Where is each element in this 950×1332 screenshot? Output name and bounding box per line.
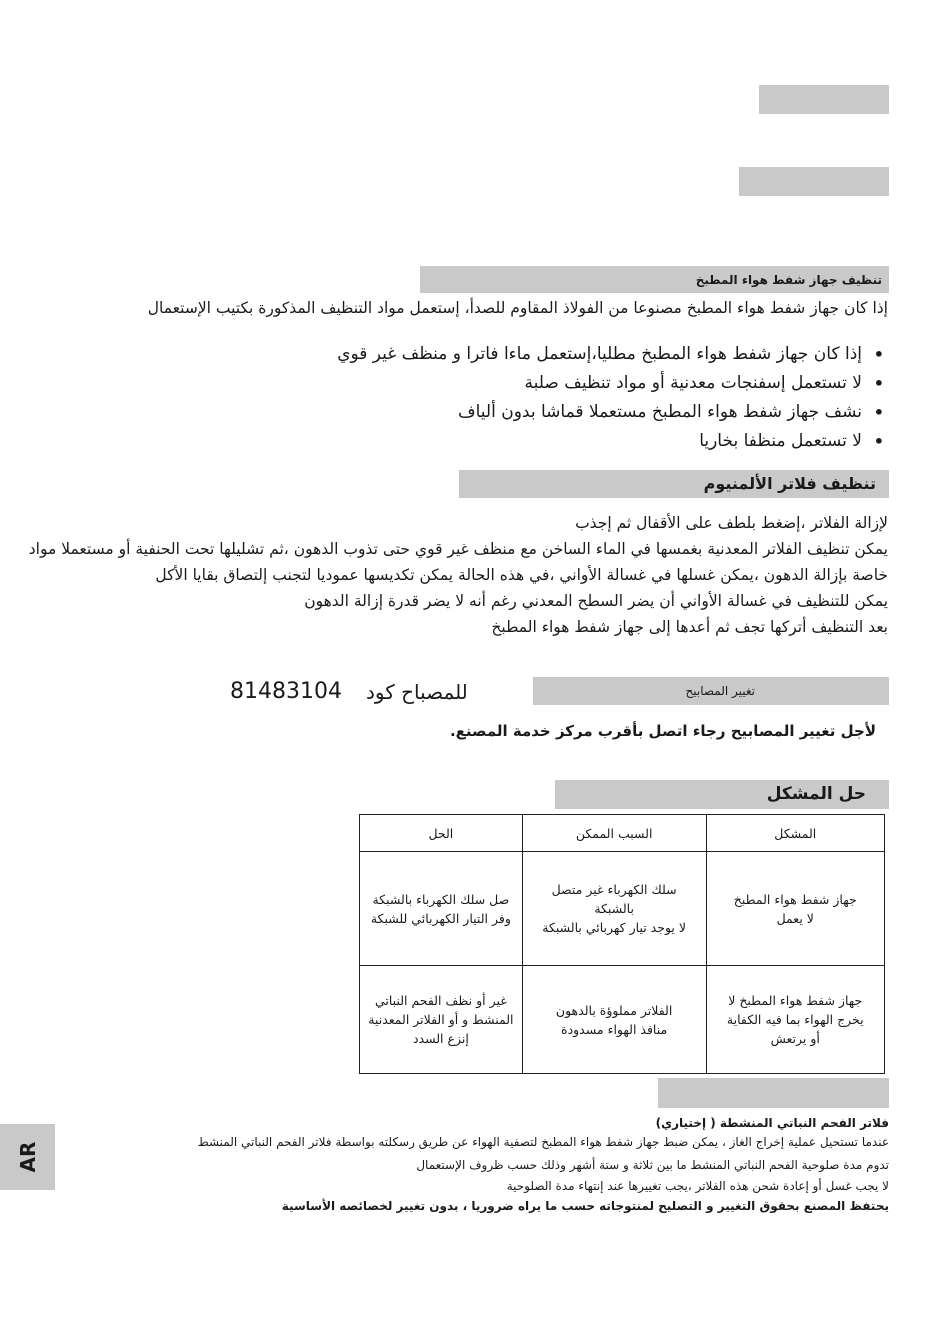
bullet-item: • لا تستعمل إسفنجات معدنية أو مواد تنظيف صلبة <box>337 369 890 398</box>
paragraph-line: لإزالة الفلاتر ،إضغط بلطف على الأقفال ثم إجذب <box>575 514 888 532</box>
paragraph-line: خاصة بإزالة الدهون ،يمكن غسلها في غسالة الأواني ،في هذه الحالة يمكن تكديسها عموديا لتجنب إلتصاق بقايا الأكل <box>155 566 888 584</box>
language-tab-label: AR <box>15 1141 40 1173</box>
table-row <box>360 966 885 1074</box>
table-row <box>360 852 885 966</box>
paragraph-line: يمكن للتنظيف في غسالة الأواني أن يضر السطح المعدني رغم أنه لا يضر قدرة إزالة الدهون <box>304 592 888 610</box>
bullet-item: • لا تستعمل منظفا بخاريا <box>337 427 890 456</box>
cell-problem: جهاز شفط هواء المطبخ لا يعمل <box>706 852 885 966</box>
bullet-item: • إذا كان جهاز شفط هواء المطبخ مطليا،إستعمل ماءا فاترا و منظف غير قوي <box>337 340 890 369</box>
bullet-item: • نشف جهاز شفط هواء المطبخ مستعملا قماشا بدون ألياف <box>337 398 890 427</box>
troubleshooting-table <box>359 814 885 1074</box>
cell-solution: غير أو نظف الفحم النباتي المنشط و أو الفلاتر المعدنية إنزع السدد <box>360 966 523 1074</box>
cell-problem: جهاز شفط هواء المطبخ لا يخرج الهواء بما فيه الكفاية أو يرتعش <box>706 966 885 1074</box>
paragraph-line: يمكن تنظيف الفلاتر المعدنية بغمسها في الماء الساخن مع منظف غير قوي حتى تذوب الدهون ،ثم تشليلها تحت الحنفية أو مستعملا مواد <box>28 540 888 558</box>
cell-solution: صل سلك الكهرباء بالشبكة وفر التيار الكهربائي للشبكة <box>360 852 523 966</box>
lamp-code-label: للمصباح كود <box>366 680 468 704</box>
charcoal-line: لا يجب غسل أو إعادة شحن هذه الفلاتر ،يجب تغييرها عند إنتهاء مدة الصلوحية <box>506 1179 889 1193</box>
cleaning-hood-heading: تنظيف جهاز شفط هواء المطبخ <box>695 273 882 287</box>
charcoal-line: عندما تستحيل عملية إخراج الغاز ، يمكن ضبط جهاز شفط هواء المطبخ لتصفية الهواء عن طريق رسكلته بواسطة فلاتر الفحم النباتي المنشط <box>197 1135 889 1149</box>
cleaning-hood-intro: إذا كان جهاز شفط هواء المطبخ مصنوعا من الفولاذ المقاوم للصدأ، إستعمل مواد التنظيف المذكورة بكتيب الإستعمال <box>147 299 888 317</box>
table-header-row <box>360 815 885 852</box>
troubleshooting-heading: حل المشكل <box>766 784 866 804</box>
charcoal-line: تدوم مدة صلوحية الفحم النباتي المنشط ما بين ثلاثة و ستة أشهر وذلك حسب ظروف الإستعمال <box>416 1158 889 1172</box>
column-header-solution: الحل <box>360 815 523 852</box>
header-bar-1 <box>759 85 889 114</box>
aluminium-heading: تنظيف فلاتر الألمنيوم <box>703 474 876 493</box>
charcoal-heading: فلاتر الفحم النباتي المنشطة ( إختياري) <box>655 1116 889 1130</box>
column-header-problem: المشكل <box>706 815 885 852</box>
header-bar-2 <box>739 167 889 196</box>
charcoal-heading-bar <box>658 1078 889 1108</box>
lamps-heading: تغيير المصابيح <box>685 684 755 698</box>
lamps-note: لأجل تغيير المصابيح رجاء اتصل بأقرب مركز خدمة المصنع. <box>449 722 876 740</box>
disclaimer: يحتفظ المصنع بحقوق التغيير و التصليح لمنتوجاته حسب ما يراه ضروريا ، بدون تغيير لخصائصه الأساسية <box>281 1199 889 1213</box>
language-tab <box>0 1124 55 1190</box>
column-header-cause: السبب الممكن <box>522 815 706 852</box>
cleaning-hood-bullets <box>337 340 890 456</box>
cell-cause: سلك الكهرباء غير متصل بالشبكة لا يوجد تيار كهربائي بالشبكة <box>522 852 706 966</box>
lamp-code: 81483104 <box>230 679 342 704</box>
cell-cause: الفلاتر مملوؤة بالدهون منافذ الهواء مسدودة <box>522 966 706 1074</box>
aluminium-paragraph <box>29 510 888 640</box>
paragraph-line: بعد التنظيف أتركها تجف ثم أعدها إلى جهاز شفط هواء المطبخ <box>491 618 888 636</box>
